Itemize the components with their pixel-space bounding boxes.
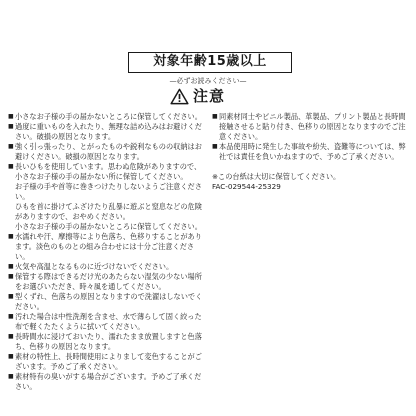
caution-item: [8, 122, 208, 142]
caution-list-left: [8, 112, 208, 392]
product-code: FAC-029544-25329: [212, 182, 281, 191]
caution-item-text: 素材特有の臭いがする場合がございます。予めご了承ください。: [15, 372, 202, 391]
caution-heading: [170, 86, 225, 106]
bullet-square-icon: ■: [8, 123, 14, 130]
caution-item: [8, 352, 208, 372]
bullet-square-icon: ■: [212, 143, 218, 150]
bullet-square-icon: ■: [8, 263, 14, 270]
caution-item: [8, 272, 208, 292]
caution-item-text: 同素材同士やビニル製品、革製品、プリント製品と長時間接触させると貼り付き、色移りの原因となりますのでご注意ください。: [219, 112, 406, 141]
caution-item: [8, 312, 208, 332]
caution-item-text: 長時間水に浸けておいたり、濡れたまま放置しますと色落ち、色移りの原因となります。: [15, 332, 202, 351]
caution-item: [8, 292, 208, 312]
caution-item: [8, 372, 208, 392]
caution-title: 注意: [193, 87, 226, 105]
caution-item-text: 汚れた場合は中性洗剤を含ませ、水で薄らして固く絞った布で軽くたたくように拭いてください。: [15, 312, 202, 331]
bullet-square-icon: ■: [8, 163, 14, 170]
caution-item-text: 保管する際はできるだけ光のあたらない湿気の少ない場所をお選びいただき、時々風を通してください。: [15, 272, 202, 291]
caution-item-text: 水濡れや汗、摩擦等により色落ち、色移りすることがあります。淡色のものとの組み合わせには十分ご注意ください。: [15, 232, 202, 261]
bullet-square-icon: ■: [8, 113, 14, 120]
bullet-square-icon: ■: [8, 333, 14, 340]
caution-item-text: 型くずれ、色落ちの原因となりますので洗濯はしないでください。: [15, 292, 203, 311]
caution-item-text: 火気や高温となるものに近づけないでください。: [15, 262, 174, 271]
caution-item-text: 過度に重いものを入れたり、無理な詰め込みはお避けください。破損の原因となります。: [15, 122, 202, 141]
caution-list-right: [212, 112, 412, 192]
ledger-note: ※この台紙は大切に保管してください。: [212, 172, 341, 181]
caution-item-text: 本品使用時に発生した事故や紛失、盗難等については、弊社では責任を負いかねますので、予めご了承ください。: [219, 142, 406, 161]
bullet-square-icon: ■: [8, 373, 14, 380]
bullet-square-icon: ■: [8, 293, 14, 300]
caution-item: [8, 142, 208, 162]
bullet-square-icon: ■: [8, 353, 14, 360]
caution-item: [8, 112, 208, 122]
caution-item-text: 長いひもを使用しています。思わぬ危険がありますので、 小さなお子様の手の届かない所に保管してください。 お子様の手や首等に巻きつけたりしないようご注意ください。 ひもを首に掛けてふざけたり乱暴に遊ぶと窒息などの危険がありますので、おやめください。 小さなお子様の手の届かないところに保管してください。: [15, 162, 202, 231]
caution-item-text: 強く引っ張ったり、とがったものや鋭利なものの収納はお避けください。破損の原因となります。: [15, 142, 202, 161]
caution-item-text: 小さなお子様の手の届かないところに保管してください。: [15, 112, 202, 121]
bullet-square-icon: ■: [8, 273, 14, 280]
caution-item: [8, 232, 208, 262]
caution-item: [8, 162, 208, 232]
caution-item: [212, 112, 412, 142]
caution-item: [212, 142, 412, 162]
age-label: 対象年齢15歳以上: [128, 52, 292, 73]
caution-item-text: 素材の特性上、長時間使用によりまして変色することがございます。予めご了承ください。: [15, 352, 202, 371]
bullet-square-icon: ■: [8, 233, 14, 240]
warning-triangle-icon: [170, 88, 189, 105]
read-notice: —必ずお読みください—: [169, 77, 247, 85]
bullet-square-icon: ■: [8, 143, 14, 150]
bullet-square-icon: ■: [212, 113, 218, 120]
bullet-square-icon: ■: [8, 313, 14, 320]
caution-item: [8, 332, 208, 352]
caution-item: [8, 262, 208, 272]
